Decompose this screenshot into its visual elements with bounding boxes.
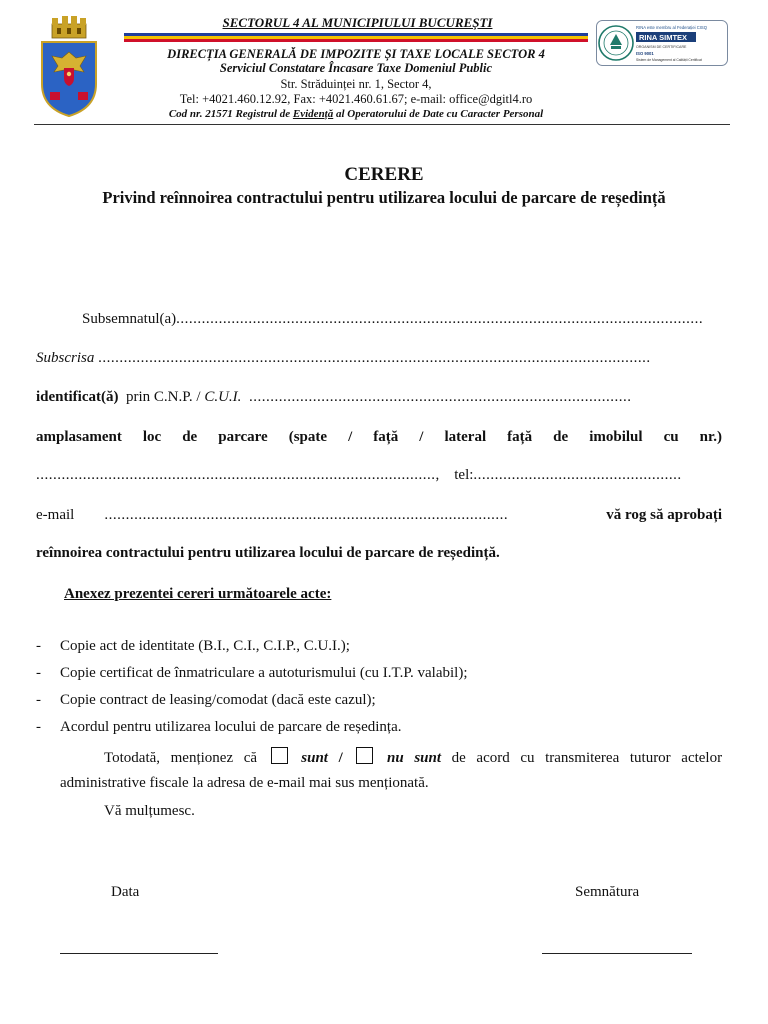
header-directorate: DIRECȚIA GENERALĂ DE IMPOZITE ȘI TAXE LOCALE SECTOR 4 xyxy=(167,47,545,61)
annex-item: Copie act de identitate (B.I., C.I., C.I.P., C.U.I.); xyxy=(60,638,350,654)
field-subsemnatul-label: Subsemnatul(a) xyxy=(82,311,177,327)
field-subscrisa-dots: .................................................................................................................................. xyxy=(98,350,651,366)
document-title: CERERE xyxy=(344,164,424,185)
cert-iso: ISO 9001 xyxy=(636,51,654,56)
request-sentence: reînnoirea contractului pentru utilizarea locului de parcare de reședință. xyxy=(36,545,500,561)
field-cui-label: C.U.I. xyxy=(204,389,242,405)
field-nr-dots: .............................................................................................. xyxy=(36,467,436,483)
annex-bullet: - xyxy=(36,665,41,681)
annex-heading: Anexez prezentei cereri următoarele acte: xyxy=(64,586,332,602)
field-email-dots: ............................................................................................... xyxy=(104,507,509,523)
cert-line2: ORGANISM DE CERTIFICARE xyxy=(636,45,687,49)
consent-yes-checkbox[interactable] xyxy=(271,747,288,764)
header-divider xyxy=(34,124,730,125)
document-subtitle: Privind reînnoirea contractului pentru utilizarea locului de parcare de reședință xyxy=(102,188,666,207)
field-subsemnatul-dots: ............................................................................................................................ xyxy=(176,311,704,327)
consent-no-label: nu sunt xyxy=(387,750,442,766)
field-email-label: e-mail xyxy=(36,507,75,523)
signature-label: Semnătura xyxy=(575,884,640,900)
field-amplasament-label: amplasament loc de parcare (spate / față / lateral față de imobilul cu nr.) xyxy=(36,429,722,445)
field-subscrisa-label: Subscrisa xyxy=(36,350,95,366)
field-tel-label: tel: xyxy=(454,467,474,483)
field-identificat[interactable] xyxy=(36,389,722,406)
annex-bullet: - xyxy=(36,638,41,654)
header-service: Serviciul Constatare Încasare Taxe Domeniul Public xyxy=(219,61,493,75)
field-tel-dots: ................................................. xyxy=(473,467,682,483)
field-cnp-label: prin C.N.P. / xyxy=(125,389,205,405)
coat-of-arms-logo xyxy=(38,12,100,118)
consent-pre: Totodată, menționez că xyxy=(104,750,258,766)
field-subscrisa[interactable] xyxy=(36,350,722,367)
annex-bullet: - xyxy=(36,719,41,735)
annex-item: Copie certificat de înmatriculare a autoturismului (cu I.T.P. valabil); xyxy=(60,665,468,681)
header-contact: Tel: +4021.460.12.92, Fax: +4021.460.61.67; e-mail: office@dgitl4.ro xyxy=(179,92,533,106)
annex-item: Copie contract de leasing/comodat (dacă este cazul); xyxy=(60,692,376,708)
header-address: Str. Străduinței nr. 1, Sector 4, xyxy=(280,77,432,91)
cert-line3: Sistem de Management al Calității Certificat xyxy=(636,58,702,62)
consent-separator: / xyxy=(338,750,343,766)
certification-logo xyxy=(596,20,728,66)
thanks-text: Vă mulțumesc. xyxy=(104,803,195,819)
cert-line1: RINA este membru al Federației CISQ xyxy=(636,25,707,30)
consent-post: de acord cu transmiterea tuturor actelor xyxy=(451,750,722,766)
annex-item: Acordul pentru utilizarea locului de parcare de reședința. xyxy=(60,719,402,735)
header-registry: Cod nr. 21571 Registrul de Evidență al Operatorului de Date cu Caracter Personal xyxy=(168,108,544,120)
date-label: Data xyxy=(111,884,140,900)
field-identificat-label: identificat(ă) xyxy=(36,389,119,405)
consent-line2: administrative fiscale la adresa de e-mail mai sus menționată. xyxy=(60,775,429,791)
consent-no-checkbox[interactable] xyxy=(356,747,373,764)
header-sector: SECTORUL 4 AL MUNICIPIULUI BUCUREȘTI xyxy=(222,15,493,30)
signature-line[interactable] xyxy=(542,953,692,954)
field-email[interactable] xyxy=(36,507,722,524)
cert-brand: RINA SIMTEX xyxy=(639,33,688,42)
field-subsemnatul[interactable] xyxy=(36,311,722,328)
field-nr-tel[interactable]: .............................................................................................., tel:................................................. xyxy=(36,467,682,483)
email-tail-text: vă rog să aprobați xyxy=(606,507,722,523)
date-signature-line[interactable] xyxy=(60,953,218,954)
field-identificat-dots: .......................................................................................... xyxy=(248,389,632,405)
consent-yes-label: sunt xyxy=(301,750,328,766)
annex-bullet: - xyxy=(36,692,41,708)
tricolor-red-stripe xyxy=(124,39,588,42)
consent-line xyxy=(104,747,722,767)
